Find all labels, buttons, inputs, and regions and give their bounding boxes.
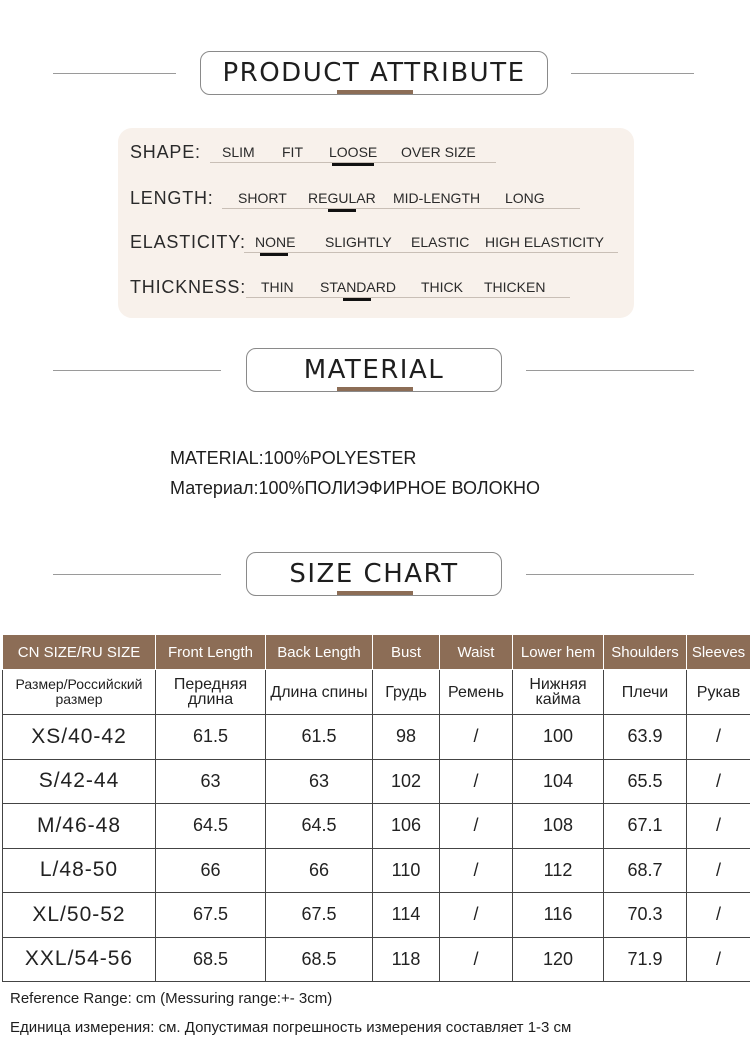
table-cell: 102 bbox=[373, 759, 440, 804]
attr-option: NONE bbox=[255, 234, 296, 250]
table-cell: 116 bbox=[513, 893, 604, 938]
column-header: Sleeves bbox=[687, 635, 750, 670]
table-cell: 61.5 bbox=[156, 715, 266, 760]
column-header-ru: Грудь bbox=[373, 670, 440, 715]
attr-row-elasticity bbox=[118, 218, 634, 258]
table-cell: 66 bbox=[266, 848, 373, 893]
divider-left bbox=[53, 370, 221, 371]
attr-rule bbox=[246, 297, 570, 298]
attr-option: THICKEN bbox=[484, 279, 546, 295]
attr-rule bbox=[222, 208, 580, 209]
column-header-ru: Плечи bbox=[604, 670, 687, 715]
material-ru bbox=[170, 478, 540, 499]
material-en bbox=[170, 448, 416, 469]
column-header: Front Length bbox=[156, 635, 266, 670]
section-title: SIZE CHART bbox=[246, 552, 502, 596]
divider-right bbox=[526, 370, 694, 371]
selected-marker bbox=[332, 163, 374, 166]
divider-right bbox=[571, 73, 694, 74]
divider-left bbox=[53, 574, 221, 575]
table-cell: / bbox=[687, 804, 750, 849]
selected-marker bbox=[343, 298, 371, 301]
table-cell: / bbox=[687, 848, 750, 893]
table-row bbox=[3, 893, 750, 938]
attr-rule bbox=[244, 252, 618, 253]
size-table bbox=[2, 634, 750, 982]
table-cell: 98 bbox=[373, 715, 440, 760]
divider-right bbox=[526, 574, 694, 575]
attr-option: SLIGHTLY bbox=[325, 234, 392, 250]
attr-option: THICK bbox=[421, 279, 463, 295]
table-cell: 63 bbox=[266, 759, 373, 804]
table-cell: 68.7 bbox=[604, 848, 687, 893]
table-cell: 100 bbox=[513, 715, 604, 760]
material-label: Материал: bbox=[170, 478, 259, 498]
attr-label: LENGTH: bbox=[130, 188, 214, 208]
attr-option: HIGH ELASTICITY bbox=[485, 234, 605, 250]
attr-option: REGULAR bbox=[308, 190, 376, 206]
table-cell: / bbox=[687, 893, 750, 938]
section-title: PRODUCT ATTRIBUTE bbox=[200, 51, 548, 95]
table-cell: 65.5 bbox=[604, 759, 687, 804]
selected-marker bbox=[328, 209, 356, 212]
footnote-ru: Единица измерения: см. Допустимая погрешность измерения составляет 1-3 см bbox=[10, 1019, 572, 1036]
product-attribute-header bbox=[0, 51, 750, 97]
table-cell: 67.5 bbox=[266, 893, 373, 938]
table-cell: / bbox=[440, 759, 513, 804]
table-cell: 70.3 bbox=[604, 893, 687, 938]
footnote-en: Reference Range: cm (Messuring range:+- 3cm) bbox=[10, 990, 333, 1007]
table-cell: 64.5 bbox=[156, 804, 266, 849]
table-cell: / bbox=[440, 804, 513, 849]
attr-option: SHORT bbox=[238, 190, 287, 206]
table-row bbox=[3, 848, 750, 893]
size-cell: M/46-48 bbox=[3, 804, 156, 849]
table-cell: 66 bbox=[156, 848, 266, 893]
table-row bbox=[3, 715, 750, 760]
attribute-panel bbox=[118, 128, 634, 318]
table-cell: 67.1 bbox=[604, 804, 687, 849]
table-cell: 67.5 bbox=[156, 893, 266, 938]
table-cell: / bbox=[440, 715, 513, 760]
attr-option: MID-LENGTH bbox=[393, 190, 481, 206]
table-cell: 68.5 bbox=[156, 937, 266, 982]
column-header-ru: Длина спины bbox=[266, 670, 373, 715]
header-row-ru bbox=[3, 670, 750, 715]
table-cell: / bbox=[440, 848, 513, 893]
size-cell: S/42-44 bbox=[3, 759, 156, 804]
attr-option: STANDARD bbox=[320, 279, 396, 295]
table-cell: 68.5 bbox=[266, 937, 373, 982]
attr-option: SLIM bbox=[222, 144, 255, 160]
table-cell: 118 bbox=[373, 937, 440, 982]
size-cell: XL/50-52 bbox=[3, 893, 156, 938]
table-cell: 71.9 bbox=[604, 937, 687, 982]
table-cell: 120 bbox=[513, 937, 604, 982]
table-cell: 64.5 bbox=[266, 804, 373, 849]
column-header: Lower hem bbox=[513, 635, 604, 670]
table-cell: / bbox=[687, 715, 750, 760]
attr-label: SHAPE: bbox=[130, 142, 201, 162]
table-cell: 114 bbox=[373, 893, 440, 938]
table-cell: 112 bbox=[513, 848, 604, 893]
material-label: MATERIAL: bbox=[170, 448, 264, 468]
column-header: Waist bbox=[440, 635, 513, 670]
title-underbar bbox=[337, 90, 413, 94]
column-header: Shoulders bbox=[604, 635, 687, 670]
column-header: Back Length bbox=[266, 635, 373, 670]
table-row bbox=[3, 759, 750, 804]
table-cell: 104 bbox=[513, 759, 604, 804]
table-cell: 110 bbox=[373, 848, 440, 893]
column-header-ru: Передняя длина bbox=[156, 670, 266, 715]
section-title: MATERIAL bbox=[246, 348, 502, 392]
table-cell: 108 bbox=[513, 804, 604, 849]
selected-marker bbox=[260, 253, 288, 256]
table-cell: / bbox=[440, 893, 513, 938]
table-cell: / bbox=[440, 937, 513, 982]
title-underbar bbox=[337, 591, 413, 595]
attr-option: LOOSE bbox=[329, 144, 378, 160]
divider-left bbox=[53, 73, 176, 74]
column-header-ru: Рукав bbox=[687, 670, 750, 715]
attr-label: THICKNESS: bbox=[130, 277, 247, 297]
size-cell: XS/40-42 bbox=[3, 715, 156, 760]
attr-option: ELASTIC bbox=[411, 234, 470, 250]
size-chart-header bbox=[0, 552, 750, 598]
material-value: 100%POLYESTER bbox=[263, 448, 417, 468]
attr-option: FIT bbox=[282, 144, 303, 160]
attr-label: ELASTICITY: bbox=[130, 232, 246, 252]
attr-row-length bbox=[118, 174, 634, 214]
table-cell: 63.9 bbox=[604, 715, 687, 760]
title-underbar bbox=[337, 387, 413, 391]
column-header-ru: Ремень bbox=[440, 670, 513, 715]
column-header: Bust bbox=[373, 635, 440, 670]
table-cell: 61.5 bbox=[266, 715, 373, 760]
table-cell: / bbox=[687, 759, 750, 804]
attr-option: OVER SIZE bbox=[401, 144, 476, 160]
column-header-ru: Размер/Российский размер bbox=[3, 670, 156, 715]
column-header: CN SIZE/RU SIZE bbox=[3, 635, 156, 670]
header-row-en bbox=[3, 635, 750, 670]
attr-row-thickness bbox=[118, 263, 634, 303]
attr-option: LONG bbox=[505, 190, 545, 206]
column-header-ru: Нижняя кайма bbox=[513, 670, 604, 715]
attr-row-shape bbox=[118, 128, 634, 168]
table-cell: 63 bbox=[156, 759, 266, 804]
table-cell: 106 bbox=[373, 804, 440, 849]
attr-option: THIN bbox=[261, 279, 294, 295]
table-row bbox=[3, 937, 750, 982]
table-cell: / bbox=[687, 937, 750, 982]
material-value: 100%ПОЛИЭФИРНОЕ ВОЛОКНО bbox=[258, 478, 541, 498]
size-cell: L/48-50 bbox=[3, 848, 156, 893]
table-row bbox=[3, 804, 750, 849]
size-cell: XXL/54-56 bbox=[3, 937, 156, 982]
material-header bbox=[0, 348, 750, 394]
